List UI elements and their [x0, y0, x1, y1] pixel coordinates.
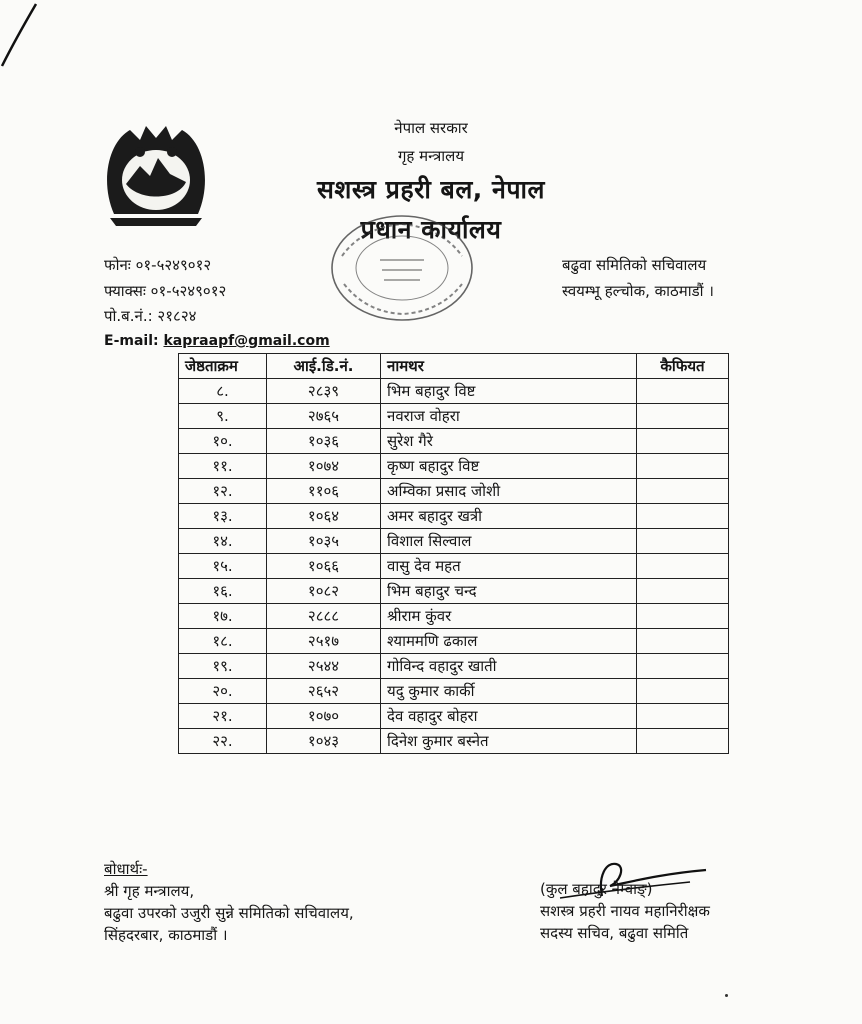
row-name: देव वहादुर बोहरा — [381, 704, 637, 729]
row-remarks — [637, 579, 729, 604]
po-box: पो.ब.नं.: २१८२४ — [104, 307, 197, 325]
cc-line-1: श्री गृह मन्त्रालय, — [104, 882, 195, 900]
row-name: कृष्ण बहादुर विष्ट — [381, 454, 637, 479]
signatory-block — [540, 878, 710, 944]
row-remarks — [637, 679, 729, 704]
row-remarks — [637, 729, 729, 754]
committee-secretariat: बढुवा समितिको सचिवालय — [562, 256, 707, 274]
table-row — [179, 529, 729, 554]
row-id: १०४३ — [267, 729, 381, 754]
row-seniority: १५. — [179, 554, 267, 579]
row-name: अम्विका प्रसाद जोशी — [381, 479, 637, 504]
row-name: सुरेश गैरे — [381, 429, 637, 454]
row-id: २७६५ — [267, 404, 381, 429]
signatory-name: (कुल बहादुर नेम्वाङ्) — [540, 880, 653, 898]
row-remarks — [637, 604, 729, 629]
seniority-table — [178, 353, 729, 754]
table-row — [179, 504, 729, 529]
table-row — [179, 679, 729, 704]
row-seniority: १४. — [179, 529, 267, 554]
header-force: सशस्त्र प्रहरी बल, नेपाल — [317, 175, 545, 204]
row-id: २५४४ — [267, 654, 381, 679]
row-seniority: २२. — [179, 729, 267, 754]
table-header-row — [179, 354, 729, 379]
row-remarks — [637, 554, 729, 579]
office-stamp — [322, 208, 482, 328]
row-remarks — [637, 704, 729, 729]
row-remarks — [637, 379, 729, 404]
row-id: ११०६ — [267, 479, 381, 504]
pen-mark — [0, 0, 40, 70]
signatory-role: सदस्य सचिव, बढुवा समिति — [540, 924, 689, 942]
table-row — [179, 629, 729, 654]
row-seniority: १२. — [179, 479, 267, 504]
row-name: वासु देव महत — [381, 554, 637, 579]
ink-dot — [725, 994, 728, 997]
row-id: १०३५ — [267, 529, 381, 554]
row-seniority: १०. — [179, 429, 267, 454]
row-seniority: १३. — [179, 504, 267, 529]
table-row — [179, 604, 729, 629]
row-name: अमर बहादुर खत्री — [381, 504, 637, 529]
row-id: १०७० — [267, 704, 381, 729]
email-link[interactable]: kapraapf@gmail.com — [163, 333, 330, 349]
row-remarks — [637, 654, 729, 679]
table-row — [179, 454, 729, 479]
email-label: E-mail: — [104, 333, 159, 349]
header-office: प्रधान कार्यालय — [360, 215, 502, 244]
phone-number: फोनः ०१-५२४९०१२ — [104, 256, 212, 274]
row-seniority: १८. — [179, 629, 267, 654]
row-remarks — [637, 429, 729, 454]
row-seniority: ११. — [179, 454, 267, 479]
table-row — [179, 379, 729, 404]
table-row — [179, 429, 729, 454]
row-seniority: २१. — [179, 704, 267, 729]
table-row — [179, 704, 729, 729]
row-name: गोविन्द वहादुर खाती — [381, 654, 637, 679]
table-row — [179, 404, 729, 429]
cc-title: बोधार्थः- — [104, 860, 148, 878]
header-id: आई.डि.नं. — [267, 354, 381, 379]
header-remarks: कैफियत — [637, 354, 729, 379]
cc-block — [104, 858, 354, 946]
row-remarks — [637, 404, 729, 429]
row-remarks — [637, 454, 729, 479]
row-id: २५१७ — [267, 629, 381, 654]
fax-number: फ्याक्सः ०१-५२४९०१२ — [104, 282, 227, 300]
row-id: २८३९ — [267, 379, 381, 404]
table-row — [179, 654, 729, 679]
row-seniority: २०. — [179, 679, 267, 704]
email-line — [104, 332, 330, 350]
row-name: दिनेश कुमार बस्नेत — [381, 729, 637, 754]
row-remarks — [637, 479, 729, 504]
signatory-title: सशस्त्र प्रहरी नायव महानिरीक्षक — [540, 902, 710, 920]
header-name: नामथर — [381, 354, 637, 379]
row-seniority: १९. — [179, 654, 267, 679]
row-name: भिम बहादुर चन्द — [381, 579, 637, 604]
cc-line-3: सिंहदरबार, काठमाडौं । — [104, 926, 228, 944]
row-seniority: ९. — [179, 404, 267, 429]
row-name: यदु कुमार कार्की — [381, 679, 637, 704]
row-id: १०६४ — [267, 504, 381, 529]
row-id: १०७४ — [267, 454, 381, 479]
row-id: १०६६ — [267, 554, 381, 579]
table-row — [179, 579, 729, 604]
header-seniority: जेष्ठताक्रम — [179, 354, 267, 379]
row-seniority: ८. — [179, 379, 267, 404]
row-name: विशाल सिल्वाल — [381, 529, 637, 554]
table-row — [179, 479, 729, 504]
row-id: १०८२ — [267, 579, 381, 604]
row-seniority: १६. — [179, 579, 267, 604]
row-remarks — [637, 629, 729, 654]
row-name: श्याममणि ढकाल — [381, 629, 637, 654]
row-name: श्रीराम कुंवर — [381, 604, 637, 629]
table-row — [179, 729, 729, 754]
row-remarks — [637, 504, 729, 529]
row-id: १०३६ — [267, 429, 381, 454]
header-government: नेपाल सरकार — [394, 119, 468, 137]
row-seniority: १७. — [179, 604, 267, 629]
row-id: २८८८ — [267, 604, 381, 629]
committee-address: स्वयम्भू हल्चोक, काठमाडौं । — [562, 282, 714, 300]
row-name: नवराज वोहरा — [381, 404, 637, 429]
cc-line-2: बढुवा उपरको उजुरी सुन्ने समितिको सचिवालय, — [104, 904, 354, 922]
header-ministry: गृह मन्त्रालय — [397, 147, 465, 165]
row-remarks — [637, 529, 729, 554]
row-id: २६५२ — [267, 679, 381, 704]
table-row — [179, 554, 729, 579]
row-name: भिम बहादुर विष्ट — [381, 379, 637, 404]
